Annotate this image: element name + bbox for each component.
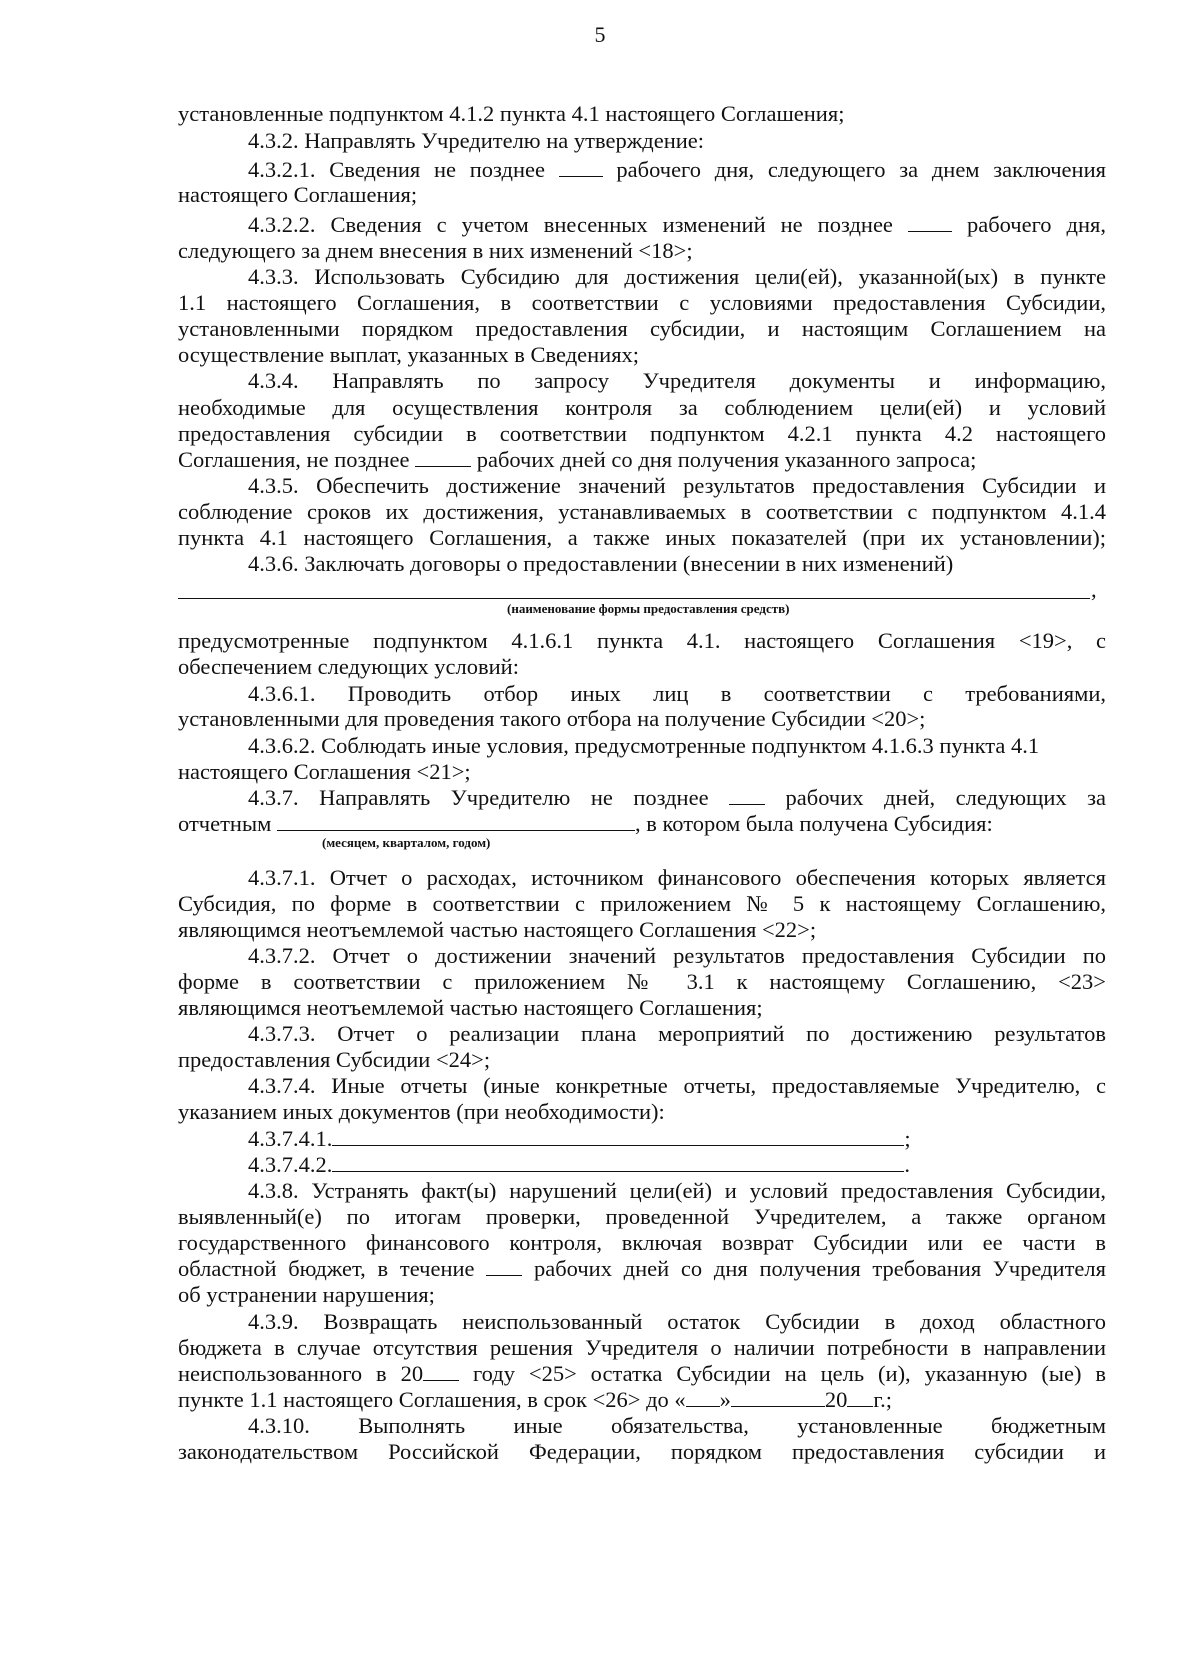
fill-blank [729, 784, 765, 805]
text-line: установленные подпунктом 4.1.2 пункта 4.1 настоящего Соглашения; [178, 101, 845, 126]
text-line: 4.3.5. Обеспечить достижение значений результатов предоставления Субсидии и [248, 473, 1106, 498]
text-fragment: отчетным [178, 811, 272, 836]
text-fragment: рабочих дней со дня получения требования Учредителя [533, 1256, 1106, 1281]
fill-blank [908, 211, 952, 232]
text-line: настоящего Соглашения <21>; [178, 759, 471, 784]
text-line: форме в соответствии с приложением № 3.1 к настоящему Соглашению, <23> [178, 969, 1106, 994]
line-caption: (месяцем, кварталом, годом) [322, 835, 491, 850]
text-line: являющимся неотъемлемой частью настоящего Соглашения; [178, 995, 763, 1020]
fill-blank [686, 1386, 720, 1407]
text-line: 4.3.8. Устранять факт(ы) нарушений цели(ей) и условий предоставления Субсидии, [248, 1178, 1106, 1203]
text-fragment: Соглашения, не позднее [178, 447, 410, 472]
text-line: установленными порядком предоставления субсидии, и настоящим Соглашением на [178, 316, 1106, 341]
text-line: предоставления субсидии в соответствии подпунктом 4.2.1 пункта 4.2 настоящего [178, 421, 1106, 446]
text-line [178, 446, 1106, 474]
text-line: 4.3.4. Направлять по запросу Учредителя документы и информацию, [248, 368, 1106, 393]
text-fragment: 4.3.7.4.1. [248, 1126, 333, 1151]
text-line [178, 1255, 1106, 1283]
text-line: соблюдение сроков их достижения, устанавливаемых в соответствии с подпунктом 4.1.4 [178, 499, 1106, 524]
text-line: , [1091, 577, 1097, 602]
text-line: осуществление выплат, указанных в Сведениях; [178, 342, 640, 367]
text-line: настоящего Соглашения; [178, 182, 418, 207]
text-line: 4.3.7.3. Отчет о реализации плана мероприятий по достижению результатов [248, 1021, 1106, 1046]
fill-blank [486, 1255, 522, 1276]
text-line: бюджета в случае отсутствия решения Учредителя о наличии потребности в направлении [178, 1335, 1106, 1360]
text-fragment: 4.3.2.1. Сведения не позднее [248, 157, 545, 182]
fill-blank [415, 446, 471, 467]
text-line: предусмотренные подпунктом 4.1.6.1 пункта 4.1. настоящего Соглашения <19>, с [178, 628, 1106, 653]
text-line: необходимые для осуществления контроля за соблюдением цели(ей) и условий [178, 395, 1106, 420]
text-line: государственного финансового контроля, включая возврат Субсидии или ее части в [178, 1230, 1106, 1255]
text-line: указанием иных документов (при необходимости): [178, 1099, 665, 1124]
text-line [178, 810, 1106, 838]
text-fragment: » [719, 1387, 731, 1412]
fill-blank [332, 1151, 904, 1172]
text-line: следующего за днем внесения в них изменений <18>; [178, 238, 693, 263]
text-fragment: рабочих дней, следующих за [785, 785, 1106, 810]
text-fragment: 20 [824, 1387, 848, 1412]
text-line: предоставления Субсидии <24>; [178, 1047, 491, 1072]
text-line: Субсидия, по форме в соответствии с приложением № 5 к настоящему Соглашению, [178, 891, 1106, 916]
text-line: выявленный(е) по итогам проверки, проведенной Учредителем, а также органом [178, 1204, 1106, 1229]
text-line [248, 784, 1106, 812]
fill-blank [423, 1360, 459, 1381]
text-fragment: . [904, 1152, 910, 1177]
text-line: 4.3.3. Использовать Субсидию для достижения цели(ей), указанной(ых) в пункте [248, 264, 1106, 289]
text-line: 4.3.2. Направлять Учредителю на утверждение: [248, 128, 705, 153]
text-line [248, 1151, 1106, 1179]
text-fragment: рабочих дней со дня получения указанного запроса; [476, 447, 977, 472]
text-line: обеспечением следующих условий: [178, 654, 519, 679]
text-fragment: 4.3.7.4.2. [248, 1152, 333, 1177]
text-fragment: неиспользованного в 20 [178, 1361, 424, 1386]
text-fragment: 4.3.2.2. Сведения с учетом внесенных изменений не позднее [248, 212, 893, 237]
fill-blank [332, 1125, 904, 1146]
text-line: 4.3.7.4. Иные отчеты (иные конкретные отчеты, предоставляемые Учредителю, с [248, 1073, 1106, 1098]
text-fragment: областной бюджет, в течение [178, 1256, 475, 1281]
text-line [248, 156, 1106, 184]
text-line: 1.1 настоящего Соглашения, в соответствии с условиями предоставления Субсидии, [178, 290, 1106, 315]
fill-blank [847, 1386, 873, 1407]
text-line: 4.3.10. Выполнять иные обязательства, установленные бюджетным [248, 1413, 1106, 1438]
text-fragment: пункте 1.1 настоящего Соглашения, в срок <26> до « [178, 1387, 686, 1412]
form-name-line [178, 598, 1090, 599]
text-line: пункта 4.1 настоящего Соглашения, а также иных показателей (при их установлении); [178, 525, 1106, 550]
page-number: 5 [594, 22, 606, 47]
line-caption: (наименование формы предоставления средств) [507, 601, 790, 616]
text-line: законодательством Российской Федерации, порядком предоставления субсидии и [178, 1439, 1106, 1464]
fill-blank [277, 810, 635, 831]
text-line: установленными для проведения такого отбора на получение Субсидии <20>; [178, 706, 926, 731]
text-fragment: рабочего дня, [966, 212, 1106, 237]
text-fragment: г.; [873, 1387, 892, 1412]
text-line: 4.3.9. Возвращать неиспользованный остаток Субсидии в доход областного [248, 1309, 1106, 1334]
text-line [248, 1125, 1106, 1153]
text-line: являющимся неотъемлемой частью настоящего Соглашения <22>; [178, 917, 817, 942]
text-line: об устранении нарушения; [178, 1282, 435, 1307]
text-line [248, 211, 1106, 239]
text-line: 4.3.6.2. Соблюдать иные условия, предусмотренные подпунктом 4.1.6.3 пункта 4.1 [248, 733, 1040, 758]
text-fragment: 4.3.7. Направлять Учредителю не позднее [248, 785, 709, 810]
text-line: 4.3.7.2. Отчет о достижении значений результатов предоставления Субсидии по [248, 943, 1106, 968]
text-fragment: ; [904, 1126, 911, 1151]
text-fragment: году <25> остатка Субсидии на цель (и), указанную (ые) в [473, 1361, 1106, 1386]
text-line [178, 1360, 1106, 1388]
text-line: 4.3.6.1. Проводить отбор иных лиц в соответствии с требованиями, [248, 681, 1106, 706]
text-line: 4.3.6. Заключать договоры о предоставлении (внесении в них изменений) [248, 551, 954, 576]
text-line: 4.3.7.1. Отчет о расходах, источником финансового обеспечения которых является [248, 865, 1106, 890]
text-line [178, 1386, 1106, 1414]
text-fragment: , в котором была получена Субсидия: [634, 811, 993, 836]
text-fragment: рабочего дня, следующего за днем заключения [616, 157, 1106, 182]
fill-blank [559, 156, 603, 177]
fill-blank [731, 1386, 825, 1407]
